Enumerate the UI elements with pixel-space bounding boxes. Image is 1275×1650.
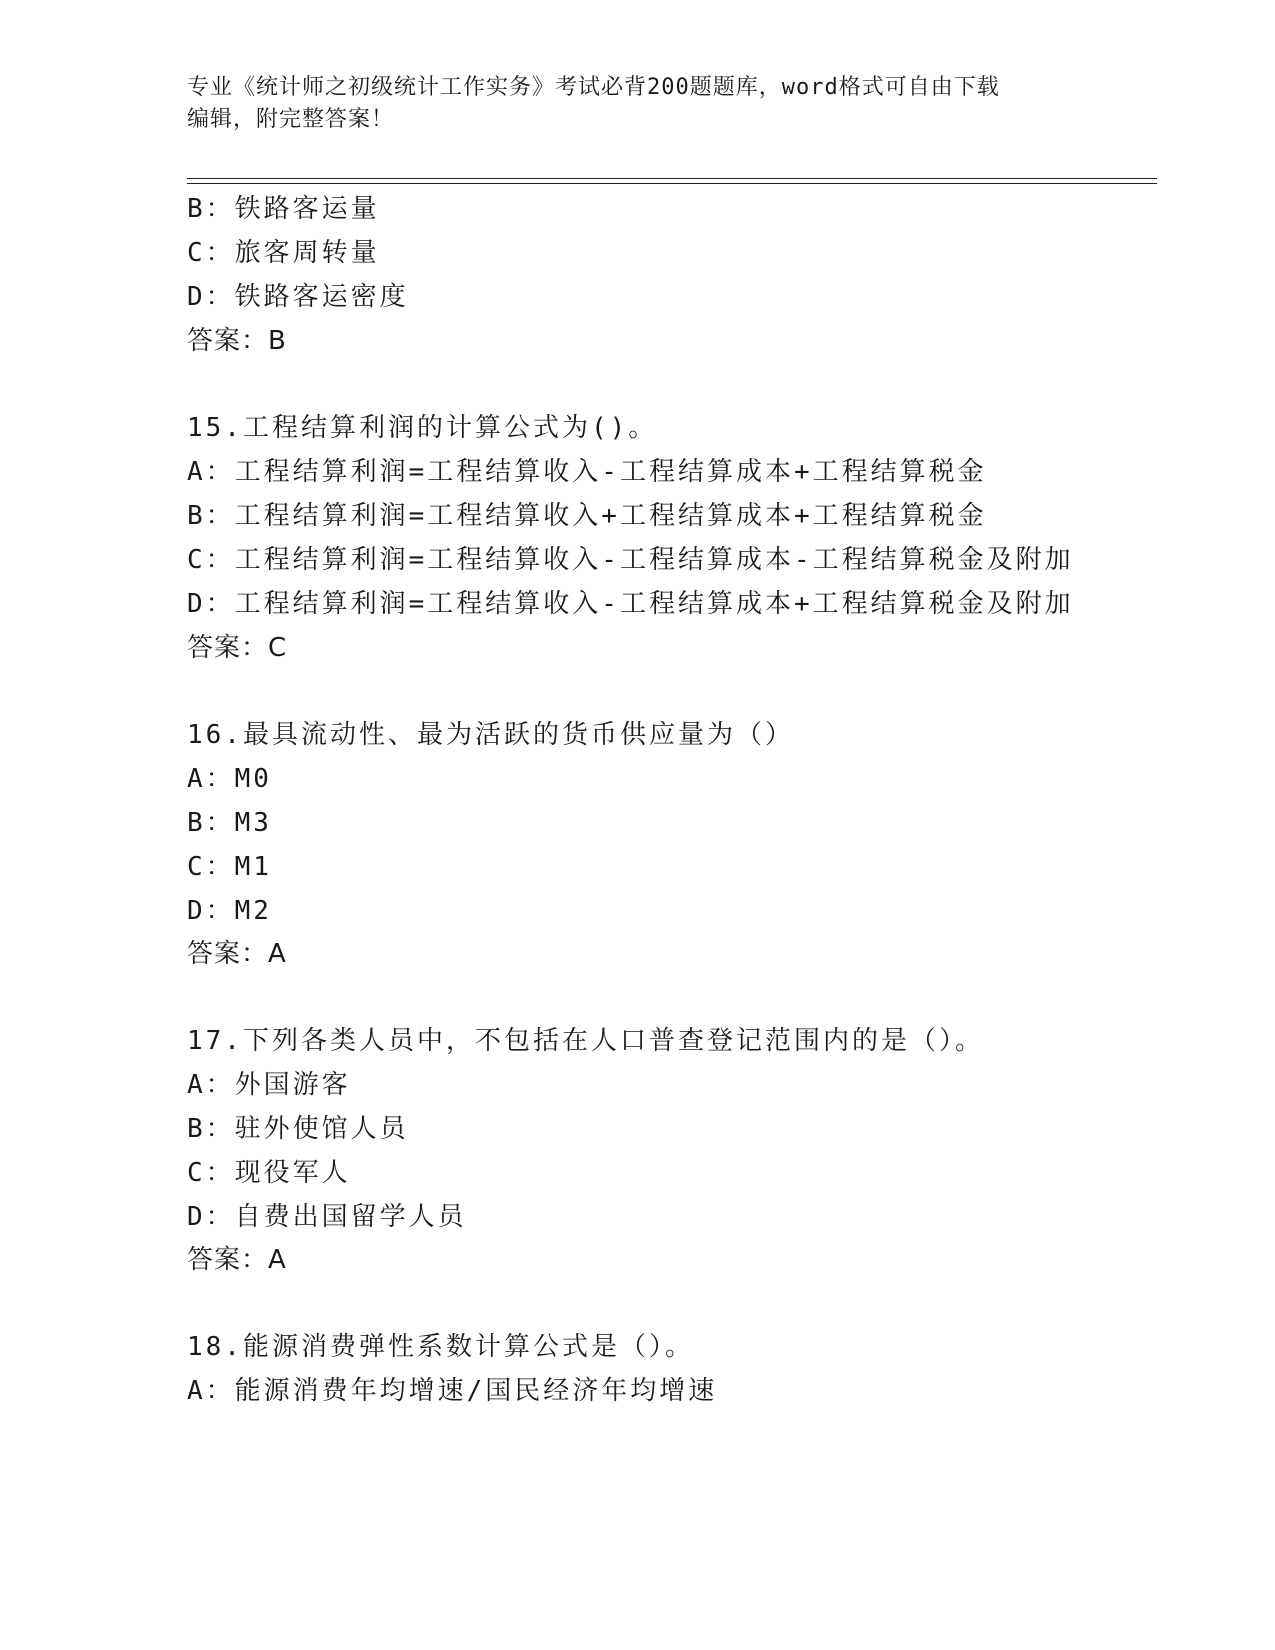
q15-option-c: C：工程结算利润=工程结算收入-工程结算成本-工程结算税金及附加 <box>187 545 1074 575</box>
q15-question: 15.工程结算利润的计算公式为()。 <box>187 413 658 443</box>
q14-answer: 答案：B <box>187 326 287 356</box>
header-divider-top <box>187 178 1157 179</box>
q15-answer: 答案：C <box>187 633 288 663</box>
header-divider-bottom <box>187 183 1157 184</box>
q14-option-c: C：旅客周转量 <box>187 238 380 268</box>
q17-option-d: D：自费出国留学人员 <box>187 1202 467 1232</box>
q16-option-c: C：M1 <box>187 852 272 882</box>
q16-option-d: D：M2 <box>187 896 272 926</box>
document-header <box>187 72 1067 136</box>
q15-option-b: B：工程结算利润=工程结算收入+工程结算成本+工程结算税金 <box>187 501 987 531</box>
q14-option-d: D：铁路客运密度 <box>187 282 409 312</box>
q16-option-a: A：M0 <box>187 764 272 794</box>
q15-option-d: D：工程结算利润=工程结算收入-工程结算成本+工程结算税金及附加 <box>187 589 1074 619</box>
q18-option-a: A：能源消费年均增速/国民经济年均增速 <box>187 1376 718 1406</box>
header-line-2: 编辑，附完整答案！ <box>187 107 395 132</box>
q16-answer: 答案：A <box>187 939 287 969</box>
q18-question: 18.能源消费弹性系数计算公式是（）。 <box>187 1332 694 1362</box>
header-line-1: 专业《统计师之初级统计工作实务》考试必背200题题库，word格式可自由下载 <box>187 75 1000 100</box>
q14-option-b: B：铁路客运量 <box>187 194 380 224</box>
q16-option-b: B：M3 <box>187 808 272 838</box>
q16-question: 16.最具流动性、最为活跃的货币供应量为（） <box>187 720 794 750</box>
q17-option-b: B：驻外使馆人员 <box>187 1114 409 1144</box>
q17-option-a: A：外国游客 <box>187 1070 351 1100</box>
q17-answer: 答案：A <box>187 1245 287 1275</box>
q17-option-c: C：现役军人 <box>187 1158 351 1188</box>
q17-question: 17.下列各类人员中，不包括在人口普查登记范围内的是（）。 <box>187 1026 984 1056</box>
q15-option-a: A：工程结算利润=工程结算收入-工程结算成本+工程结算税金 <box>187 457 987 487</box>
